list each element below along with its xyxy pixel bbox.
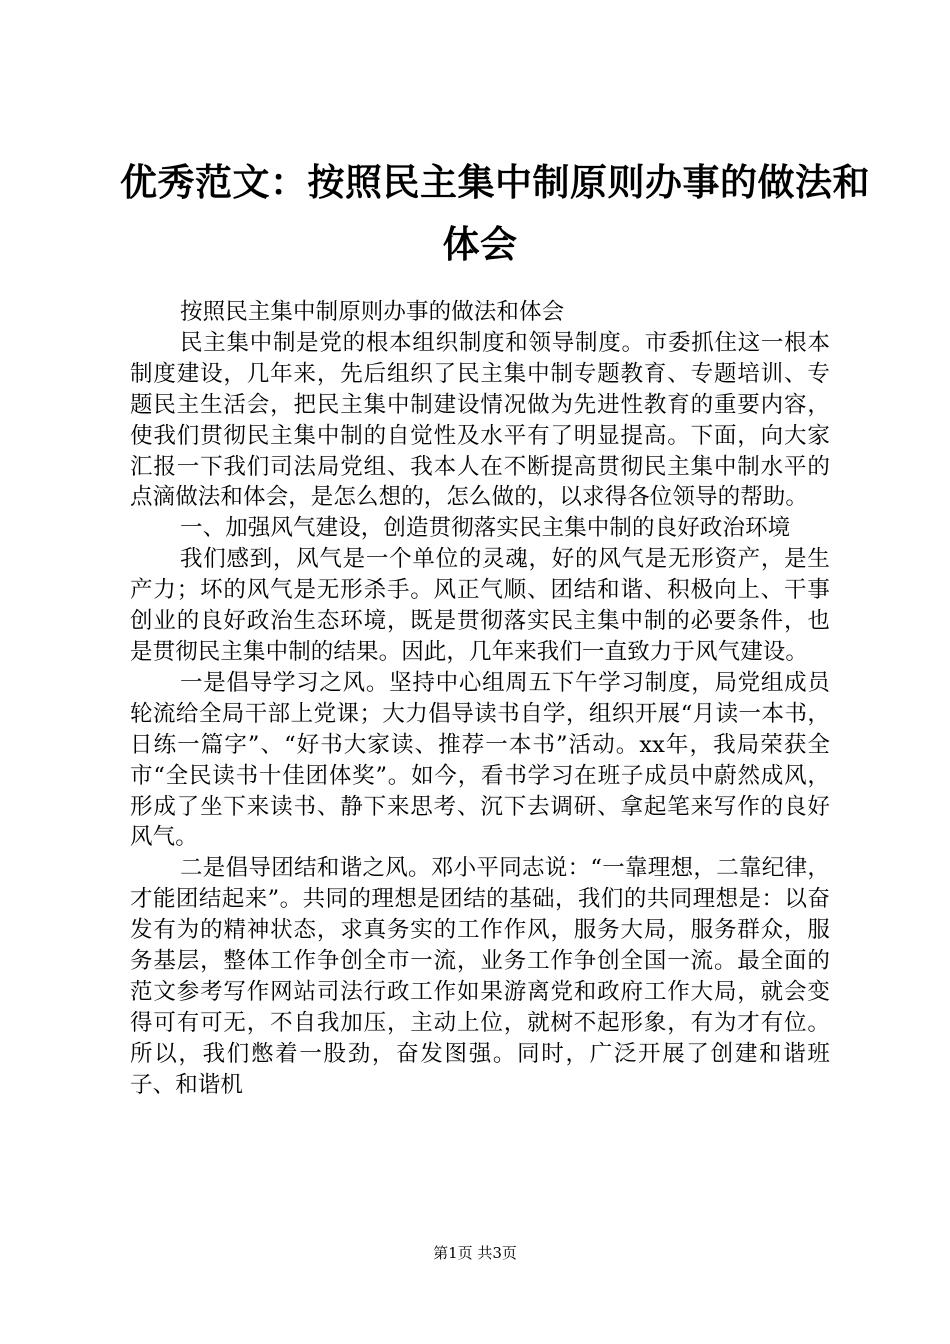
document-title-line-2: 体会 [442, 222, 518, 266]
body-paragraph: 我们感到，风气是一个单位的灵魂，好的风气是无形资产，是生产力；坏的风气是无形杀手。风正气顺、团结和谐、积极向上、干事创业的良好政治生态环境，既是贯彻落实民主集中制的必要条件，也是贯彻民主集中制的结果。因此，几年来我们一直致力于风气建设。 [130, 546, 830, 665]
document-body [130, 297, 830, 1101]
document-title-line-1: 优秀范文：按照民主集中制原则办事的做法和 [120, 160, 870, 204]
body-paragraph: 二是倡导团结和谐之风。邓小平同志说：“一靠理想，二靠纪律，才能团结起来”。共同的理想是团结的基础，我们的共同理想是：以奋发有为的精神状态，求真务实的工作作风，服务大局，服务群众，服务基层，整体工作争创全市一流，业务工作争创全国一流。最全面的范文参考写作网站司法行政工作如果游离党和政府工作大局，就会变得可有可无，不自我加压，主动上位，就树不起形象，有为才有位。所以，我们憋着一股劲，奋发图强。同时，广泛开展了创建和谐班子、和谐机 [130, 855, 830, 1098]
body-paragraph: 一是倡导学习之风。坚持中心组周五下午学习制度，局党组成员轮流给全局干部上党课；大力倡导读书自学，组织开展“月读一本书，日练一篇字”、“好书大家读、推荐一本书”活动。xx年，我局荣获全市“全民读书十佳团体奖”。如今，看书学习在班子成员中蔚然成风，形成了坐下来读书、静下来思考、沉下去调研、拿起笔来写作的良好风气。 [130, 669, 830, 851]
subtitle-paragraph: 按照民主集中制原则办事的做法和体会 [180, 299, 565, 325]
page-number-footer: 第1页 共3页 [433, 1244, 517, 1262]
section-heading: 一、加强风气建设，创造贯彻落实民主集中制的良好政治环境 [180, 515, 791, 542]
body-paragraph: 民主集中制是党的根本组织制度和领导制度。市委抓住这一根本制度建设，几年来，先后组织了民主集中制专题教育、专题培训、专题民主生活会，把民主集中制建设情况做为先进性教育的重要内容，使我们贯彻民主集中制的自觉性及水平有了明显提高。下面，向大家汇报一下我们司法局党组、我本人在不断提高贯彻民主集中制水平的点滴做法和体会，是怎么想的，怎么做的，以求得各位领导的帮助。 [130, 329, 830, 511]
